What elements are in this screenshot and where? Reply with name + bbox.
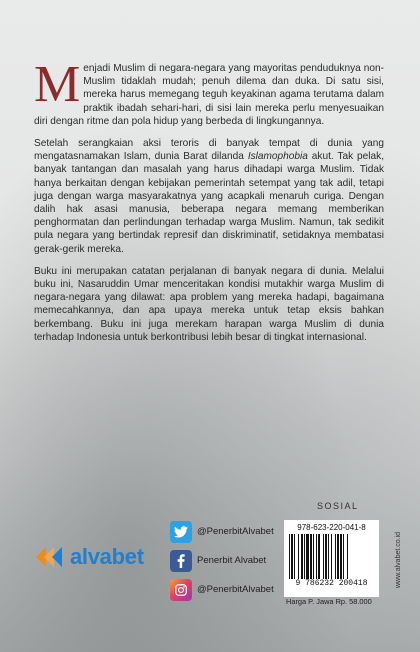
- alvabet-logo-icon: [32, 539, 68, 575]
- facebook-icon: [170, 550, 192, 572]
- blurb-paragraph-2-text-b: akut. Tak pelak, banyak tantangan dan masalah yang harus dihadapi warga Muslim. Tidak hanya berkaitan dengan kebijakan pemerintah setempat yang tak adil, tetapi juga dengan warga masyarakatnya yang acapkali menaruh curiga. Dengan dalih hak asasi manusia, beberapa negara memang memberikan penghormatan dan perlindungan terhadap warga Muslim. Namun, tak sedikit pula negara yang bertindak represif dan diskriminatif, setidaknya membatasi gerak-gerik mereka.: [34, 151, 384, 255]
- publisher-url: www.alvabet.co.id: [395, 531, 402, 588]
- isbn-barcode: [284, 520, 379, 597]
- social-heading: SOSIAL: [317, 501, 359, 511]
- publisher-logo: [32, 539, 144, 575]
- social-item-facebook[interactable]: [170, 549, 274, 572]
- social-item-instagram[interactable]: [170, 578, 274, 601]
- facebook-handle: Penerbit Alvabet: [197, 555, 267, 566]
- blurb-paragraph-1-text: enjadi Muslim di negara-negara yang mayoritas penduduknya non-Muslim tidaklah mudah; penuh dilema dan duka. Di satu sisi, mereka harus memegang teguh keyakinan agama terutama dalam praktik ibadah sehari-hari, di sisi lain mereka perlu menyesuaikan diri dengan ritme dan pola hidup yang berbeda di lingkungannya.: [34, 63, 384, 127]
- price-label: Harga P. Jawa Rp. 58.000: [286, 597, 372, 606]
- twitter-handle: @PenerbitAlvabet: [197, 526, 274, 537]
- blurb-paragraph-2: [34, 137, 384, 256]
- blurb-text: [34, 56, 384, 353]
- instagram-icon: [170, 579, 192, 601]
- isbn-number: 978-623-220-041-8: [297, 523, 366, 532]
- blurb-paragraph-3: Buku ini merupakan catatan perjalanan di banyak negara di dunia. Melalui buku ini, Nasaruddin Umar menceritakan kondisi mutakhir warga Muslim di negara-negara yang dilawat: apa problem yang mereka hadapi, bagaimana memecahkannya, dan apa upaya mereka untuk tetap eksis bahkan berkembang. Buku ini juga merekam harapan warga Muslim di dunia terhadap Indonesia untuk berkontribusi lebih besar di tingkat internasional.: [34, 265, 384, 343]
- barcode-digits: 9 786232 200418: [295, 579, 368, 588]
- blurb-paragraph-1: [34, 56, 384, 128]
- drop-cap: M: [34, 56, 81, 113]
- publisher-logo-text: alvabet: [70, 544, 144, 569]
- twitter-icon: [170, 521, 192, 543]
- barcode-icon: [288, 534, 375, 579]
- blurb-paragraph-2-text-a: Setelah serangkaian aksi teroris di banyak tempat di dunia yang mengatasnamakan Islam, dunia Barat dilanda: [34, 138, 384, 163]
- social-item-twitter[interactable]: [170, 520, 274, 543]
- blurb-paragraph-2-emphasis: Islamophobia: [247, 151, 308, 163]
- social-links: [170, 520, 274, 607]
- instagram-handle: @PenerbitAlvabet: [197, 584, 274, 595]
